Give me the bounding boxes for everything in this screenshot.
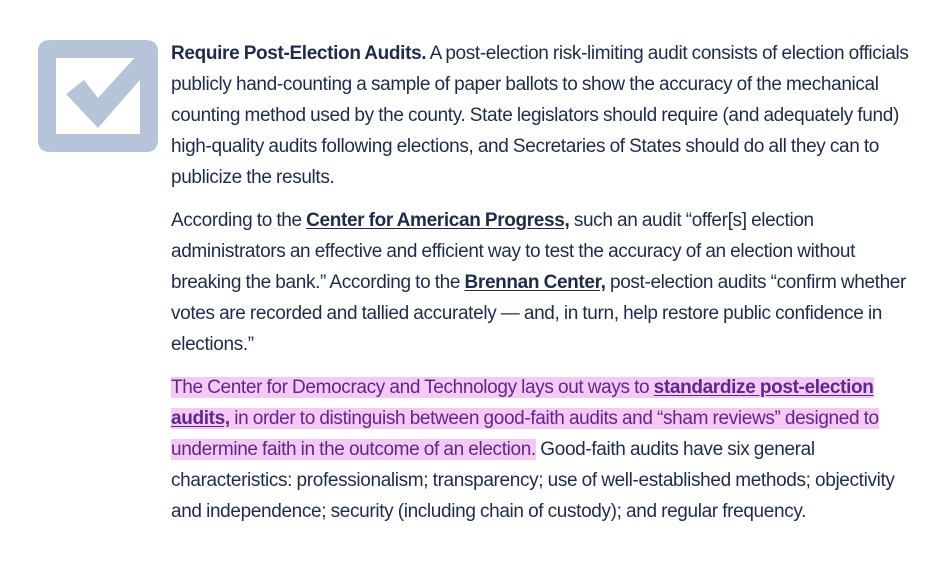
standardize-audits-link[interactable]: standardize post-election audits, [171, 377, 874, 429]
paragraph-text: A post-election risk-limiting audit consists of election officials publicly hand-counting a sample of paper ballots to show the accuracy of the mechanical counting method used by the county. State legislators should require (and adequately fund) high-quality audits following elections, and Secretaries of States should do all they can to publicize the results. [171, 43, 909, 188]
paragraph-text: post-election audits “confirm whether votes are recorded and tallied accurately — and, in turn, help restore public confidence in elections.” [171, 272, 907, 355]
checkbox-checked-icon [36, 40, 160, 152]
paragraph-cdt [171, 372, 923, 527]
paragraph-text: such an audit “offer[s] election administrators an effective and efficient way to test the accuracy of an election without breaking the bank.” According to the [171, 210, 856, 293]
paragraph-require-audits [171, 38, 923, 193]
recommendation-heading: Require Post-Election Audits. [171, 43, 427, 64]
paragraph-text: According to the [171, 210, 307, 231]
highlighted-text-end: in order to distinguish between good-faith audits and “sham reviews” designed to undermine faith in the outcome of an election. [171, 408, 879, 460]
center-for-american-progress-link[interactable]: Center for American Progress, [306, 210, 570, 231]
paragraph-text: Good-faith audits have six general characteristics: professionalism; transparency; use of well-established methods; objectivity and independence; security (including chain of custody); and regular frequency. [171, 439, 895, 522]
brennan-center-link[interactable]: Brennan Center, [464, 272, 606, 293]
highlighted-text-start: The Center for Democracy and Technology lays out ways to [171, 377, 654, 398]
paragraph-sources [171, 205, 923, 360]
audit-recommendation-text [171, 38, 923, 539]
